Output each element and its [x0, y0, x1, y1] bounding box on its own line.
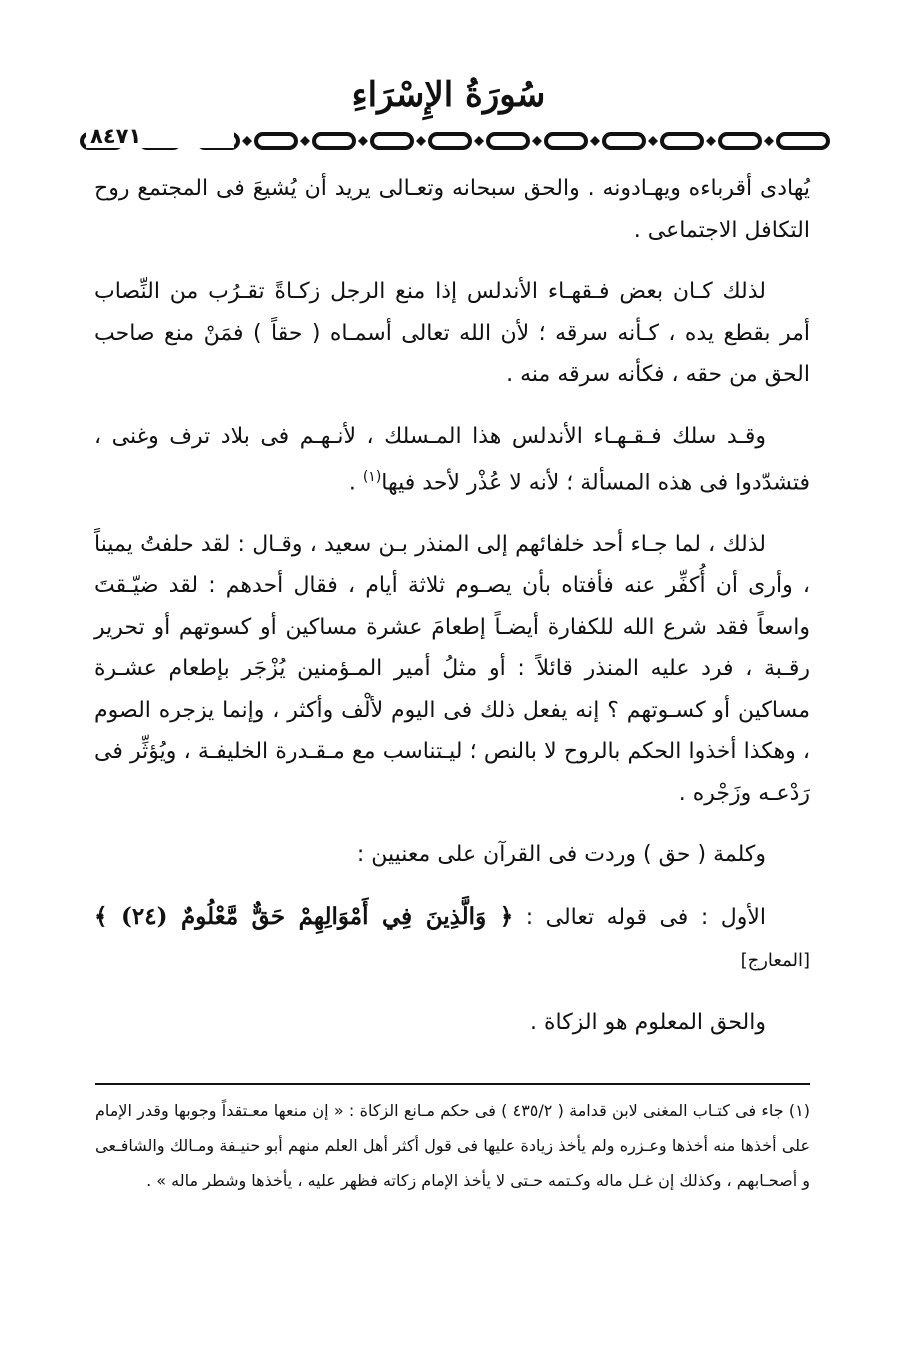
surah-reference: [المعارج] — [740, 950, 810, 972]
paragraph-7: والحق المعلوم هو الزكاة . — [530, 1009, 766, 1035]
footnote: (١) جاء فى كتـاب المغنى لابن قدامة ( ٤٣٥/٢ ) فى حكم مـانع الزكاة : « إن منعها معـتقداً وجوبها وقدر الإمام على أخذها منه أخذها وعـزره ولم يأخذ زيادة عليها فى قول أكثر أهل العلم منهم أبو حنيـفة ومـالك والشافـعى و أصحـابهم ، وكذلك إن غـل ماله وكـتمه حـتى لا يأخذ الإمام زكاته فظهر عليه ، يأخذها وشطر ماله » . — [95, 1101, 810, 1190]
verse-intro: الأول : فى قوله تعالى : — [513, 904, 767, 930]
paragraph-3 — [94, 416, 810, 504]
paragraph-3-text: وقـد سلك فـقـهـاء الأندلس هذا المـسلك ، لأنـهـم فى بلاد ترف وغنى ، فتشدّدوا فى هذه المسألة ؛ لأنه لا عُذْر لأحد فيها — [94, 423, 810, 496]
paragraph-6 — [94, 896, 810, 982]
footnote-divider — [95, 1083, 810, 1085]
surah-title: سُورَةُ الإِسْرَاءِ — [351, 75, 546, 115]
page-number: ٨٤٧١ — [86, 124, 234, 148]
main-text — [94, 168, 810, 1063]
paragraph-4: لذلك ، لما جـاء أحد خلفائهم إلى المنذر بـن سعيد ، وقـال : لقد حلفتُ يميناً ، وأرى أن أُكفِّر عنه فأفتاه بأن يصـوم ثلاثة أيام ، فقال أحدهم : لقد ضيّـقتَ واسعاً فقد شرع الله للكفارة أيضـاً إطعامَ عشرة مساكين أو كسوتهم أو تحرير رقـبة ، فرد عليه المنذر قائلاً : أو مثلُ أمير المـؤمنين يُزْجَر بإطعام عشـرة مساكين أو كسـوتهم ؟ إنه يفعل ذلك فى اليوم لألْف وأكثر ، وإنما يزجره الصوم ، وهكذا أخذوا الحكم بالروح لا بالنص ؛ ليـتناسب مع مـقـدرة الخليفـة ، ويُؤثِّر فى رَدْعـه وزَجْره . — [94, 531, 810, 806]
quran-verse: ﴿ وَالَّذِينَ فِي أَمْوَالِهِمْ حَقٌّ مَّعْلُومٌ (٢٤) ﴾ — [94, 902, 514, 930]
paragraph-5: وكلمة ( حق ) وردت فى القرآن على معنيين : — [356, 842, 766, 868]
footnote-marker: (١) — [362, 469, 382, 485]
paragraph-3-end: . — [348, 470, 363, 496]
paragraph-2: لذلك كـان بعض فـقهـاء الأندلس إذا منع الرجل زكـاةً تقـرُب من النِّصاب أمر بقطع يده ، كـأنه سرقه ؛ لأن الله تعالى أسمـاه ( حقاً ) فمَنْ منع صاحب الحق من حقه ، فكأنه سرقه منه . — [94, 279, 810, 387]
paragraph-1: يُهادى أقرباءه ويهـادونه . والحق سبحانه وتعـالى يريد أن يُشيعَ فى المجتمع روح التكافل الاجتماعى . — [94, 176, 810, 243]
